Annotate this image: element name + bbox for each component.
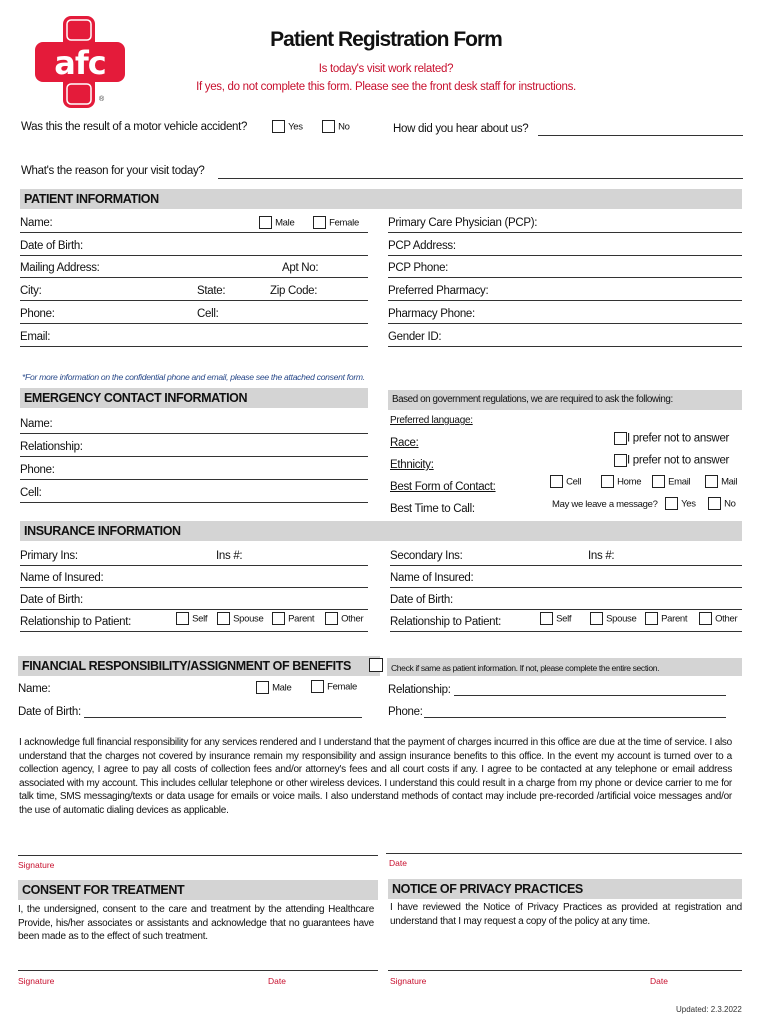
patient-zip-label: Zip Code:	[270, 285, 318, 297]
message-no-option[interactable]	[708, 497, 736, 510]
primary-ins-label: Primary Ins:	[20, 550, 78, 562]
secondary-spouse-checkbox[interactable]	[590, 612, 603, 625]
visit-reason-input[interactable]	[218, 178, 743, 179]
patient-female-label: Female	[329, 217, 359, 229]
emergency-relationship-label: Relationship:	[20, 441, 83, 453]
secondary-dob-label: Date of Birth:	[390, 594, 453, 606]
insurance-heading: INSURANCE INFORMATION	[20, 521, 742, 541]
consent-form-note: *For more information on the confidential phone and email, please see the attached consent form.	[22, 372, 365, 382]
emergency-cell-label: Cell:	[20, 487, 42, 499]
secondary-parent-checkbox[interactable]	[645, 612, 658, 625]
patient-city-field[interactable]	[20, 279, 368, 301]
financial-name-label: Name:	[18, 683, 51, 695]
consent-date-label: Date	[268, 976, 286, 986]
work-related-note: If yes, do not complete this form. Please see the front desk staff for instructions.	[196, 81, 576, 93]
primary-dob-label: Date of Birth:	[20, 594, 83, 606]
consent-signature-label: Signature	[18, 976, 55, 986]
gov-regulations-text: Based on government regulations, we are required to ask the following:	[392, 394, 673, 405]
consent-text: I, the undersigned, consent to the care and treatment by the attending Healthcare Provide, his/her associates or assistants and acknowledge that no guarantees have been made as to the effect of such treatment.	[18, 904, 374, 943]
emergency-relationship-field[interactable]	[20, 435, 368, 457]
leave-message-label: May we leave a message?	[552, 499, 658, 510]
patient-email-label: Email:	[20, 331, 51, 343]
ethnicity-prefer-not-label: I prefer not to answer	[627, 454, 730, 467]
primary-spouse-option[interactable]	[217, 612, 263, 625]
patient-female-option[interactable]	[313, 216, 359, 229]
secondary-dob-field[interactable]	[390, 588, 742, 610]
secondary-spouse-option[interactable]	[590, 612, 636, 625]
patient-female-checkbox[interactable]	[313, 216, 326, 229]
pcp-address-field[interactable]	[388, 234, 742, 256]
financial-female-option[interactable]	[311, 680, 357, 693]
same-as-patient-option[interactable]	[369, 658, 383, 672]
logo-registered-mark: ®	[99, 96, 105, 103]
patient-dob-label: Date of Birth:	[20, 240, 83, 252]
pcp-address-label: PCP Address:	[388, 240, 456, 252]
privacy-signature-label: Signature	[390, 976, 427, 986]
motor-yes-checkbox[interactable]	[272, 120, 285, 133]
consent-heading: CONSENT FOR TREATMENT	[18, 880, 378, 900]
primary-self-checkbox[interactable]	[176, 612, 189, 625]
emergency-name-field[interactable]	[20, 412, 368, 434]
financial-date-line[interactable]	[386, 853, 742, 854]
primary-dob-field[interactable]	[20, 588, 368, 610]
contact-cell-checkbox[interactable]	[550, 475, 563, 488]
contact-cell-option[interactable]	[550, 475, 581, 488]
contact-mail-label: Mail	[721, 476, 738, 488]
secondary-ins-label: Secondary Ins:	[390, 550, 463, 562]
contact-email-label: Email	[668, 476, 691, 488]
message-yes-label: Yes	[681, 498, 696, 510]
patient-info-heading: PATIENT INFORMATION	[20, 189, 742, 209]
financial-female-checkbox[interactable]	[311, 680, 324, 693]
motor-yes-label: Yes	[288, 121, 303, 133]
patient-mailing-label: Mailing Address:	[20, 262, 100, 274]
race-prefer-not-label: I prefer not to answer	[627, 432, 730, 445]
secondary-self-checkbox[interactable]	[540, 612, 553, 625]
pharmacy-phone-field[interactable]	[388, 302, 742, 324]
patient-state-label: State:	[197, 285, 226, 297]
primary-other-label: Other	[341, 613, 364, 625]
gender-id-label: Gender ID:	[388, 331, 442, 343]
patient-dob-field[interactable]	[20, 234, 368, 256]
patient-cell-label: Cell:	[197, 308, 219, 320]
contact-home-checkbox[interactable]	[601, 475, 614, 488]
same-as-patient-text: Check if same as patient information. If not, please complete the entire section.	[391, 663, 660, 673]
financial-male-option[interactable]	[256, 681, 291, 694]
financial-signature-label: Signature	[18, 860, 55, 870]
emergency-phone-label: Phone:	[20, 464, 55, 476]
secondary-parent-option[interactable]	[645, 612, 687, 625]
ethnicity-label: Ethnicity:	[390, 459, 434, 471]
emergency-cell-field[interactable]	[20, 481, 368, 503]
pcp-phone-label: PCP Phone:	[388, 262, 449, 274]
hear-about-question: How did you hear about us?	[393, 123, 529, 135]
motor-yes-option[interactable]	[272, 120, 303, 133]
same-as-patient-note	[387, 658, 742, 676]
message-yes-checkbox[interactable]	[665, 497, 678, 510]
primary-other-option[interactable]	[325, 612, 363, 625]
contact-mail-checkbox[interactable]	[705, 475, 718, 488]
contact-mail-option[interactable]	[705, 475, 737, 488]
primary-ins-field[interactable]	[20, 544, 368, 566]
race-label: Race:	[390, 437, 419, 449]
primary-insured-label: Name of Insured:	[20, 572, 104, 584]
contact-home-label: Home	[617, 476, 642, 488]
financial-phone-input[interactable]	[424, 717, 726, 718]
message-yes-option[interactable]	[665, 497, 696, 510]
best-time-label: Best Time to Call:	[390, 503, 475, 515]
emergency-phone-field[interactable]	[20, 458, 368, 480]
contact-email-option[interactable]	[652, 475, 690, 488]
patient-male-label: Male	[275, 217, 295, 229]
primary-parent-checkbox[interactable]	[272, 612, 285, 625]
primary-self-label: Self	[192, 613, 208, 625]
privacy-heading: NOTICE OF PRIVACY PRACTICES	[388, 879, 742, 899]
best-contact-label: Best Form of Contact:	[390, 481, 496, 493]
financial-phone-label: Phone:	[388, 706, 423, 718]
secondary-other-label: Other	[715, 613, 738, 625]
secondary-parent-label: Parent	[661, 613, 688, 625]
financial-acknowledgement: I acknowledge full financial responsibility for any services rendered and I understand that the payment of charges incurred in this office are due at the time of service. I also understand that the charges not covered by insurance remain my responsibility and assign insurance benefits to this office. In the event my account is turned over to a collection agency, I agree to pay all costs of collection fees and/or attorney's fees and all court costs if any. I agree to be contacted at any telephone or email address associated with my account. This includes cellular telephone or other wireless devices. I understand this could result in a charge from my phone or device carrier to me for talk time, SMS messaging/texts or data usage for emails or voice mails. I also understand methods of contact may include pre-recorded /artificial voice messages and/or the use of automatic dialing devices as applicable.	[19, 737, 732, 816]
same-as-patient-checkbox[interactable]	[369, 658, 383, 672]
emergency-heading: EMERGENCY CONTACT INFORMATION	[20, 388, 368, 408]
financial-female-label: Female	[327, 681, 357, 693]
privacy-date-label: Date	[650, 976, 668, 986]
pharmacy-field[interactable]	[388, 279, 742, 301]
logo-text: afc	[54, 44, 106, 82]
primary-insured-field[interactable]	[20, 566, 368, 588]
ethnicity-prefer-not-option[interactable]	[614, 454, 729, 467]
financial-male-label: Male	[272, 682, 292, 694]
privacy-signature-line[interactable]	[388, 970, 742, 971]
work-related-question: Is today's visit work related?	[318, 63, 454, 75]
race-prefer-not-option[interactable]	[614, 432, 729, 445]
secondary-insured-label: Name of Insured:	[390, 572, 474, 584]
secondary-ins-field[interactable]	[390, 544, 742, 566]
patient-name-label: Name:	[20, 217, 53, 229]
primary-parent-option[interactable]	[272, 612, 314, 625]
primary-spouse-checkbox[interactable]	[217, 612, 230, 625]
pcp-label: Primary Care Physician (PCP):	[388, 217, 538, 229]
primary-relationship-label: Relationship to Patient:	[20, 616, 132, 628]
secondary-other-checkbox[interactable]	[699, 612, 712, 625]
emergency-name-label: Name:	[20, 418, 53, 430]
patient-email-field[interactable]	[20, 325, 368, 347]
patient-male-checkbox[interactable]	[259, 216, 272, 229]
secondary-ins-number-label: Ins #:	[588, 550, 615, 562]
financial-dob-input[interactable]	[84, 717, 362, 718]
patient-phone-label: Phone:	[20, 308, 55, 320]
financial-heading: FINANCIAL RESPONSIBILITY/ASSIGNMENT OF BENEFITS	[18, 656, 380, 676]
secondary-spouse-label: Spouse	[606, 613, 637, 625]
primary-other-checkbox[interactable]	[325, 612, 338, 625]
financial-date-label: Date	[389, 858, 407, 868]
secondary-relationship-label: Relationship to Patient:	[390, 616, 502, 628]
pcp-field[interactable]	[388, 211, 742, 233]
financial-relationship-input[interactable]	[454, 695, 726, 696]
financial-dob-label: Date of Birth:	[18, 706, 81, 718]
consent-signature-line[interactable]	[18, 970, 378, 971]
pharmacy-label: Preferred Pharmacy:	[388, 285, 489, 297]
pcp-phone-field[interactable]	[388, 256, 742, 278]
patient-male-option[interactable]	[259, 216, 294, 229]
afc-logo	[33, 14, 129, 110]
motor-no-checkbox[interactable]	[322, 120, 335, 133]
hear-about-input[interactable]	[538, 135, 743, 136]
gender-id-field[interactable]	[388, 325, 742, 347]
patient-mailing-field[interactable]	[20, 256, 368, 278]
secondary-self-option[interactable]	[540, 612, 571, 625]
motor-no-option[interactable]	[322, 120, 350, 133]
patient-apt-label: Apt No:	[282, 262, 319, 274]
financial-relationship-label: Relationship:	[388, 684, 451, 696]
secondary-self-label: Self	[556, 613, 572, 625]
race-prefer-not-checkbox[interactable]	[614, 432, 627, 445]
privacy-text: I have reviewed the Notice of Privacy Practices as provided at registration and understand that I may request a copy of the policy at any time.	[390, 902, 742, 927]
contact-cell-label: Cell	[566, 476, 582, 488]
pharmacy-phone-label: Pharmacy Phone:	[388, 308, 475, 320]
contact-home-option[interactable]	[601, 475, 641, 488]
contact-email-checkbox[interactable]	[652, 475, 665, 488]
updated-date: Updated: 2.3.2022	[676, 1005, 742, 1014]
motor-no-label: No	[338, 121, 350, 133]
patient-phone-field[interactable]	[20, 302, 368, 324]
message-no-label: No	[724, 498, 736, 510]
ethnicity-prefer-not-checkbox[interactable]	[614, 454, 627, 467]
motor-vehicle-question: Was this the result of a motor vehicle accident?	[21, 121, 248, 133]
financial-male-checkbox[interactable]	[256, 681, 269, 694]
financial-signature-line[interactable]	[18, 855, 378, 856]
secondary-insured-field[interactable]	[390, 566, 742, 588]
primary-self-option[interactable]	[176, 612, 207, 625]
primary-parent-label: Parent	[288, 613, 315, 625]
message-no-checkbox[interactable]	[708, 497, 721, 510]
primary-spouse-label: Spouse	[233, 613, 264, 625]
secondary-other-option[interactable]	[699, 612, 737, 625]
page-title: Patient Registration Form	[270, 28, 502, 51]
preferred-language-label: Preferred language:	[390, 415, 473, 426]
visit-reason-question: What's the reason for your visit today?	[21, 165, 205, 177]
gov-regulations-heading	[388, 390, 742, 410]
patient-city-label: City:	[20, 285, 42, 297]
primary-ins-number-label: Ins #:	[216, 550, 243, 562]
